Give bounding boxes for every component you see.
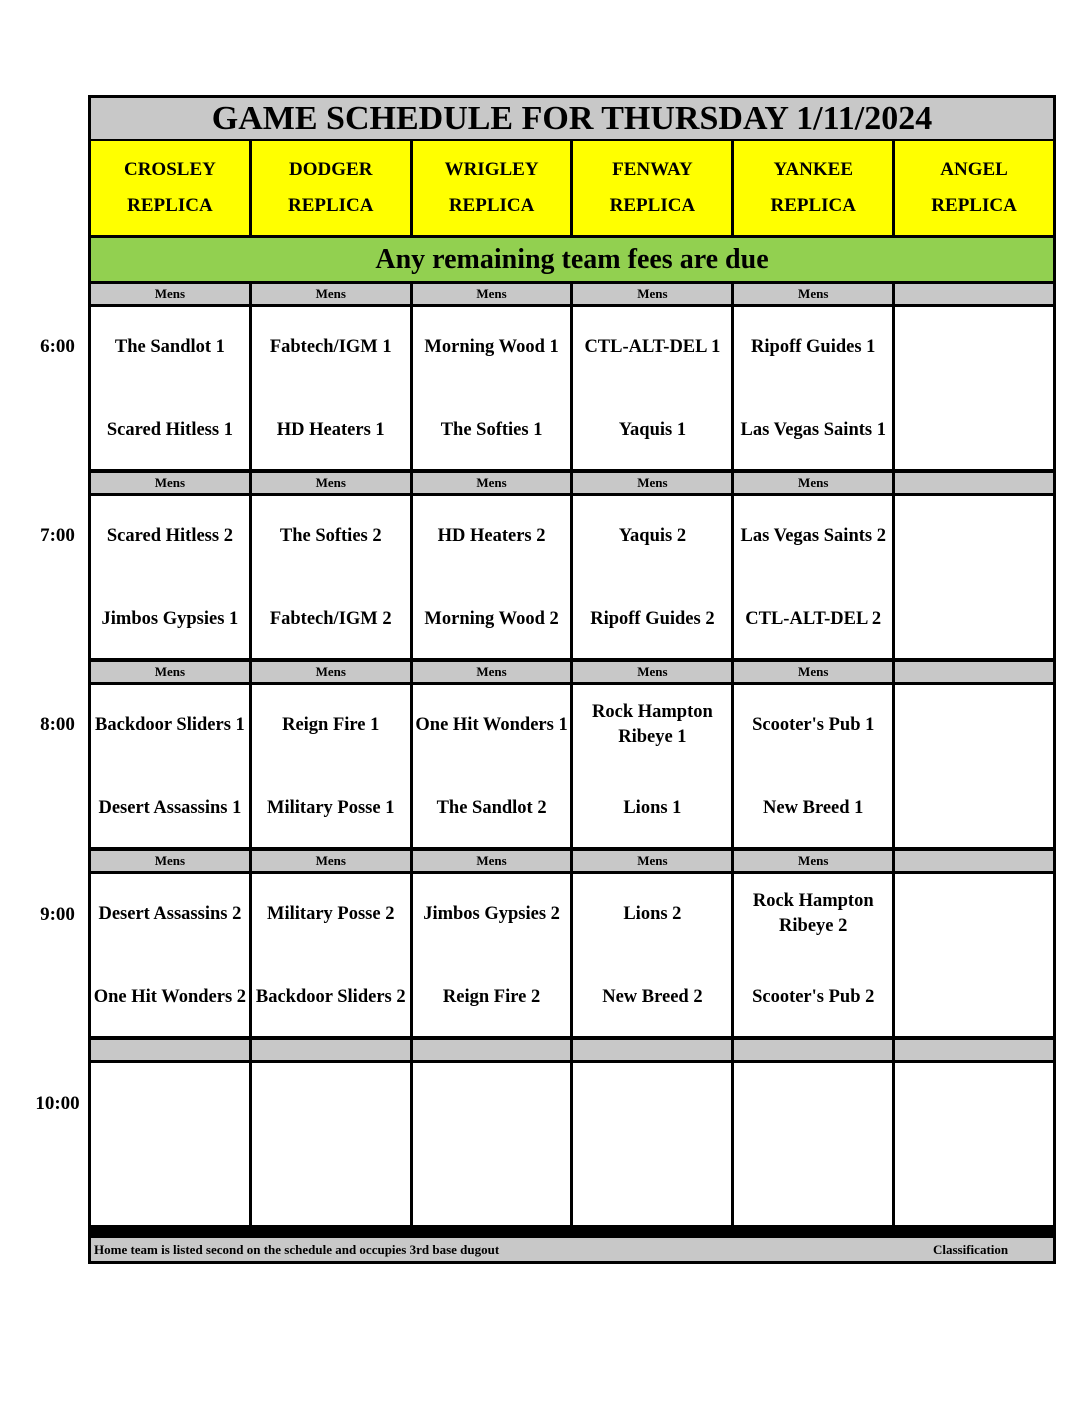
home-team: Jimbos Gypsies 1 — [101, 608, 239, 629]
footer — [91, 1238, 1053, 1261]
away-team: Lions 2 — [623, 903, 682, 924]
game-cell — [895, 685, 1053, 847]
away-team: Las Vegas Saints 2 — [740, 525, 886, 546]
game-cell — [895, 874, 1053, 1036]
away-team: One Hit Wonders 1 — [415, 714, 568, 735]
game-cell — [734, 496, 892, 658]
away-team: Reign Fire 1 — [282, 714, 380, 735]
home-team: HD Heaters 1 — [276, 419, 385, 440]
home-team: Las Vegas Saints 1 — [740, 419, 886, 440]
division-label — [895, 662, 1053, 682]
division-label: Mens — [91, 284, 249, 304]
division-label — [895, 473, 1053, 493]
field-name: CROSLEY — [123, 159, 216, 180]
home-team: Lions 1 — [623, 797, 682, 818]
home-team: Morning Wood 2 — [424, 608, 559, 629]
away-team — [895, 886, 1053, 942]
time-label: 8:00 — [40, 714, 75, 735]
home-team — [734, 1158, 892, 1214]
game-row — [91, 685, 1053, 847]
game-cell — [734, 307, 892, 469]
away-team: HD Heaters 2 — [437, 525, 546, 546]
field-sub: REPLICA — [448, 195, 535, 216]
away-team — [91, 1075, 249, 1131]
division-label — [895, 284, 1053, 304]
away-team: Rock Hampton Ribeye 1 — [592, 702, 713, 747]
division-label: Mens — [573, 284, 731, 304]
away-team — [895, 508, 1053, 564]
away-team: The Sandlot 1 — [114, 336, 225, 357]
field-header — [573, 141, 731, 235]
division-label: Mens — [91, 851, 249, 871]
away-team: Scared Hitless 2 — [106, 525, 233, 546]
field-header — [91, 141, 249, 235]
away-team — [895, 319, 1053, 375]
away-team: Ripoff Guides 1 — [751, 336, 876, 357]
home-team — [413, 1158, 571, 1214]
division-label: Mens — [413, 284, 571, 304]
game-cell — [573, 307, 731, 469]
away-team: Yaquis 2 — [618, 525, 687, 546]
field-name: DODGER — [289, 159, 373, 180]
division-label — [252, 1040, 410, 1060]
game-cell — [895, 496, 1053, 658]
field-header — [734, 141, 892, 235]
division-label — [734, 1040, 892, 1060]
away-team — [734, 1075, 892, 1131]
home-team: Scared Hitless 1 — [106, 419, 233, 440]
game-cell — [252, 874, 410, 1036]
game-cell — [413, 685, 571, 847]
home-team — [895, 1158, 1053, 1214]
game-cell — [413, 307, 571, 469]
game-cell — [895, 1063, 1053, 1225]
away-team: Military Posse 2 — [267, 903, 395, 924]
game-cell — [91, 307, 249, 469]
away-team — [413, 1075, 571, 1131]
game-cell — [734, 685, 892, 847]
division-label: Mens — [91, 473, 249, 493]
home-team: The Softies 1 — [440, 419, 543, 440]
game-cell — [734, 874, 892, 1036]
time-label: 7:00 — [40, 525, 75, 546]
field-header — [413, 141, 571, 235]
away-team — [252, 1075, 410, 1131]
game-cell — [573, 1063, 731, 1225]
division-label — [573, 1040, 731, 1060]
home-team — [252, 1158, 410, 1214]
home-team: Military Posse 1 — [267, 797, 395, 818]
home-team — [895, 402, 1053, 458]
field-name: YANKEE — [773, 159, 853, 180]
game-cell — [413, 1063, 571, 1225]
classification-label: Classification — [933, 1242, 1009, 1257]
game-cell — [413, 496, 571, 658]
home-team: CTL-ALT-DEL 2 — [745, 608, 882, 629]
game-cell — [573, 496, 731, 658]
division-label: Mens — [91, 662, 249, 682]
away-team: CTL-ALT-DEL 1 — [584, 336, 721, 357]
away-team — [895, 1075, 1053, 1131]
field-name: ANGEL — [940, 159, 1008, 180]
time-label: 9:00 — [40, 904, 75, 925]
game-cell — [252, 307, 410, 469]
game-cell — [91, 1063, 249, 1225]
away-team: Backdoor Sliders 1 — [95, 714, 245, 735]
away-team: Jimbos Gypsies 2 — [423, 903, 560, 924]
division-label — [895, 851, 1053, 871]
away-team: Morning Wood 1 — [424, 336, 559, 357]
time-label: 6:00 — [40, 336, 75, 357]
division-label: Mens — [734, 284, 892, 304]
home-team — [91, 1158, 249, 1214]
field-sub: REPLICA — [127, 195, 213, 216]
field-header — [252, 141, 410, 235]
home-team: Ripoff Guides 2 — [590, 608, 715, 629]
game-cell — [91, 874, 249, 1036]
game-cell — [734, 1063, 892, 1225]
game-cell — [413, 874, 571, 1036]
home-team: Backdoor Sliders 2 — [255, 986, 406, 1007]
division-label: Mens — [252, 662, 410, 682]
division-label — [895, 1040, 1053, 1060]
away-team: Desert Assassins 2 — [98, 903, 242, 924]
fees-announcement: Any remaining team fees are due — [91, 238, 1053, 281]
division-label: Mens — [252, 284, 410, 304]
division-label — [413, 1040, 571, 1060]
home-team — [573, 1158, 731, 1214]
home-team: Desert Assassins 1 — [98, 797, 242, 818]
division-label: Mens — [734, 851, 892, 871]
game-cell — [91, 496, 249, 658]
schedule-title: GAME SCHEDULE FOR THURSDAY 1/11/2024 — [91, 98, 1053, 139]
home-team: New Breed 1 — [763, 797, 864, 818]
home-team: Fabtech/IGM 2 — [269, 608, 392, 629]
field-header-row — [91, 141, 1053, 235]
division-label-row — [91, 284, 1053, 304]
home-team: The Sandlot 2 — [436, 797, 547, 818]
division-label — [91, 1040, 249, 1060]
game-cell — [91, 685, 249, 847]
game-row — [91, 1063, 1053, 1225]
game-row — [91, 496, 1053, 658]
away-team — [573, 1075, 731, 1131]
game-cell — [252, 1063, 410, 1225]
home-team: Scooter's Pub 2 — [752, 986, 875, 1007]
division-label-row — [91, 473, 1053, 493]
division-label-row — [91, 851, 1053, 871]
home-team: Yaquis 1 — [618, 419, 687, 440]
division-label: Mens — [734, 473, 892, 493]
field-sub: REPLICA — [931, 195, 1017, 216]
away-team: Rock Hampton Ribeye 2 — [752, 891, 874, 936]
field-sub: REPLICA — [287, 195, 374, 216]
home-team: One Hit Wonders 2 — [93, 986, 247, 1007]
field-name: FENWAY — [612, 159, 693, 180]
game-row — [91, 874, 1053, 1036]
game-cell — [573, 685, 731, 847]
division-label: Mens — [573, 851, 731, 871]
division-label: Mens — [252, 851, 410, 871]
time-label: 10:00 — [35, 1093, 80, 1114]
home-team: Reign Fire 2 — [442, 986, 541, 1007]
division-label-row — [91, 662, 1053, 682]
home-team: New Breed 2 — [602, 986, 703, 1007]
division-label-row — [91, 1040, 1053, 1060]
field-header — [895, 141, 1053, 235]
field-name: WRIGLEY — [444, 159, 539, 180]
division-label: Mens — [573, 662, 731, 682]
game-cell — [252, 685, 410, 847]
away-team: The Softies 2 — [279, 525, 382, 546]
field-sub: REPLICA — [770, 195, 856, 216]
home-team — [895, 780, 1053, 836]
division-label: Mens — [734, 662, 892, 682]
home-team — [895, 969, 1053, 1025]
away-team — [895, 697, 1053, 753]
home-team — [895, 591, 1053, 647]
game-cell — [573, 874, 731, 1036]
away-team: Fabtech/IGM 1 — [269, 336, 392, 357]
division-label: Mens — [413, 473, 571, 493]
home-team-note: Home team is listed second on the schedule and occupies 3rd base dugout — [94, 1242, 500, 1257]
division-label: Mens — [573, 473, 731, 493]
game-cell — [895, 307, 1053, 469]
division-label: Mens — [413, 662, 571, 682]
game-cell — [252, 496, 410, 658]
away-team: Scooter's Pub 1 — [752, 714, 875, 735]
field-sub: REPLICA — [609, 195, 696, 216]
schedule-table — [88, 95, 1056, 1264]
game-row — [91, 307, 1053, 469]
division-label: Mens — [413, 851, 571, 871]
division-label: Mens — [252, 473, 410, 493]
